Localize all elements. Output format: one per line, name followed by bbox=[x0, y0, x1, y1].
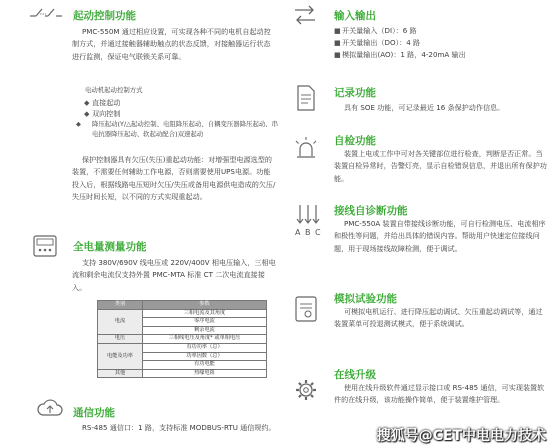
table-header: 参数 bbox=[143, 301, 267, 310]
selfcheck-section bbox=[288, 128, 554, 198]
simulation-section bbox=[288, 286, 554, 358]
io-list bbox=[334, 25, 549, 62]
startup-title: 起动控制功能 bbox=[73, 10, 136, 22]
table-row bbox=[98, 343, 267, 352]
list-item: ■开关量输入（DI）：6 路 bbox=[334, 26, 417, 35]
table-cell: 三相电流及其角度 bbox=[143, 309, 267, 318]
upgrade-paragraph: 使用在线升级软件通过显示接口或 RS-485 通信，可实现装置软件的在线升级，该功能操作简单，便于装置维护管理。 bbox=[334, 383, 545, 405]
record-paragraph: 具有 SOE 功能，可记录最近 16 条保护动作信息。 bbox=[343, 103, 505, 112]
table-cell: 剩余电流 bbox=[143, 326, 267, 335]
table-cell: 有功电能 bbox=[143, 361, 267, 370]
table-category: 其他 bbox=[98, 369, 143, 378]
table-row bbox=[98, 335, 267, 344]
table-cell: 功率因数（总） bbox=[143, 352, 267, 361]
list-item: ■开关量输出（DO）：4 路 bbox=[334, 38, 421, 48]
cloud-upload-icon bbox=[36, 398, 64, 418]
record-title: 记录功能 bbox=[334, 87, 376, 99]
io-title: 输入输出 bbox=[334, 10, 376, 22]
measure-title: 全电量测量功能 bbox=[73, 241, 147, 253]
upgrade-title: 在线升级 bbox=[334, 369, 376, 381]
table-row bbox=[98, 309, 267, 318]
simulation-title: 模拟试验功能 bbox=[334, 293, 397, 305]
io-section bbox=[288, 0, 554, 70]
table-cell: 热缘电阻 bbox=[143, 369, 267, 378]
wiring-title: 接线自诊断功能 bbox=[334, 205, 408, 217]
list-item: ◆ 双向控制 bbox=[84, 109, 121, 119]
test-doc-icon bbox=[294, 296, 318, 322]
startup-section bbox=[0, 0, 284, 225]
watermark: 搜狐号@CET中电电力技术 bbox=[376, 428, 546, 444]
table-cell: 三相线电压及角度* 或单相电压 bbox=[143, 335, 267, 344]
table-header: 类别 bbox=[98, 301, 143, 310]
document-icon bbox=[296, 85, 316, 111]
phase-label: A B C bbox=[295, 228, 322, 237]
comm-title: 通信功能 bbox=[73, 407, 115, 419]
wiring-section bbox=[288, 198, 554, 278]
list-item: ◆ 直接起动 bbox=[84, 98, 121, 107]
table-cell: 零序电流 bbox=[143, 318, 267, 327]
simulation-paragraph: 可模拟电机运行、进行降压起动调试、欠压重起动调试等，通过装置菜单可投退测试模式，便于系统调试。 bbox=[334, 307, 543, 329]
startup-paragraph: PMC-550M 通过相应设置，可实现各种不同的电机自起动控制方式，并通过接触器辅助触点的状态反馈，对接触器运行状态进行监测，保证电气联锁关系可靠。 bbox=[72, 27, 271, 61]
startup-modes-heading: 电动机起动控制方式 bbox=[85, 86, 143, 94]
selfcheck-paragraph: 装置上电或工作中可对各关键部位进行检查，判断是否正常。当装置自检异常时，告警灯亮，显示自检错误信息，并退出所有保护功能。 bbox=[334, 149, 547, 183]
record-section bbox=[288, 80, 554, 125]
swap-arrows-icon bbox=[292, 4, 318, 26]
comm-section bbox=[0, 396, 284, 448]
list-item: ◆ 降压起动(Y/△起动控制、电阻降压起动、自耦变压器降压起动、串电抗器降压起动、软起动配合)双速起动 bbox=[76, 120, 279, 139]
measure-section bbox=[0, 228, 284, 393]
table-row bbox=[98, 369, 267, 378]
meter-icon bbox=[33, 235, 57, 257]
alarm-light-icon bbox=[292, 136, 320, 162]
switch-icon bbox=[28, 4, 64, 22]
gear-icon bbox=[294, 378, 318, 402]
parameter-table bbox=[97, 300, 267, 378]
table-category: 电压 bbox=[98, 335, 143, 344]
down-arrows-icon bbox=[295, 204, 321, 226]
measure-paragraph: 支持 380V/690V 线电压或 220V/400V 相电压输入，三相电流和剩余电流仅支持外置 PMC-MTA 标准 CT 二次电流直接接入。 bbox=[72, 258, 276, 292]
table-category: 电流 bbox=[98, 309, 143, 335]
selfcheck-title: 自检功能 bbox=[334, 135, 376, 147]
restart-paragraph: 保护控制器具有欠压(失压)重起动功能：对增强型电源选型的装置，不需要任何辅助工作电源，否则需要使用UPS电源。功能投入后，根据线路电压短时欠压/失压或备用电源供电造成的欠压/失压时间长短，以不同的方式实现重起动。 bbox=[72, 155, 276, 202]
table-header-row bbox=[98, 301, 267, 310]
table-cell: 有功功率（总） bbox=[143, 343, 267, 352]
wiring-paragraph: PMC-550A 装置自带接线诊断功能，可自行检测电压、电流相序和极性等问题，并给出具体的错误内容。帮助用户快速定位接线问题，用于现场接线故障检测，便于调试。 bbox=[334, 219, 546, 253]
list-item: ■模拟量输出(AO)：1 路，4-20mA 输出 bbox=[334, 50, 466, 60]
table-category: 电能及功率 bbox=[98, 343, 143, 369]
startup-modes-list bbox=[76, 97, 284, 139]
comm-paragraph: RS-485 通信口：1 路，支持标准 MODBUS-RTU 通信规约。 bbox=[81, 423, 276, 432]
